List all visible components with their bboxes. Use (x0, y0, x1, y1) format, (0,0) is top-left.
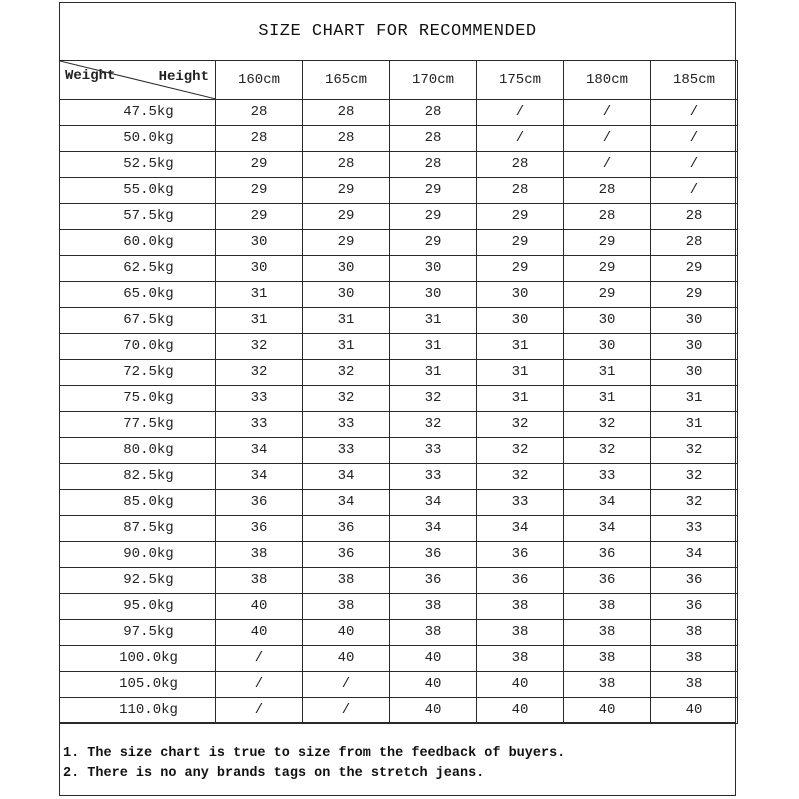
size-cell: / (303, 698, 390, 724)
size-cell: 31 (564, 360, 651, 386)
size-cell: 34 (564, 490, 651, 516)
table-row (60, 672, 738, 698)
notes-section (60, 722, 735, 784)
size-cell: 33 (477, 490, 564, 516)
size-cell: 29 (303, 178, 390, 204)
size-cell: 36 (303, 542, 390, 568)
height-header-cell: 180cm (564, 61, 651, 100)
size-cell: 29 (651, 256, 738, 282)
size-cell: 30 (564, 308, 651, 334)
weight-cell: 92.5kg (60, 568, 216, 594)
size-cell: 36 (651, 594, 738, 620)
size-cell: 40 (477, 698, 564, 724)
table-header-row (60, 61, 738, 100)
size-cell: 30 (651, 308, 738, 334)
size-cell: 29 (216, 204, 303, 230)
size-cell: / (477, 126, 564, 152)
table-row (60, 152, 738, 178)
table-row (60, 126, 738, 152)
size-cell: 36 (477, 568, 564, 594)
size-cell: / (477, 100, 564, 126)
weight-cell: 97.5kg (60, 620, 216, 646)
size-cell: 29 (303, 204, 390, 230)
size-cell: 33 (390, 438, 477, 464)
size-cell: 30 (477, 308, 564, 334)
table-row (60, 516, 738, 542)
size-cell: 29 (303, 230, 390, 256)
size-cell: 33 (216, 386, 303, 412)
size-cell: 33 (216, 412, 303, 438)
size-cell: 31 (216, 308, 303, 334)
size-cell: 32 (216, 360, 303, 386)
size-cell: 29 (564, 230, 651, 256)
size-cell: 40 (477, 672, 564, 698)
size-cell: 29 (477, 204, 564, 230)
size-cell: 38 (564, 646, 651, 672)
size-cell: 40 (303, 620, 390, 646)
weight-cell: 57.5kg (60, 204, 216, 230)
size-chart-frame (59, 2, 736, 796)
size-cell: 32 (651, 438, 738, 464)
size-cell: 28 (303, 152, 390, 178)
size-cell: 38 (564, 672, 651, 698)
table-row (60, 334, 738, 360)
weight-cell: 50.0kg (60, 126, 216, 152)
size-cell: 33 (651, 516, 738, 542)
size-cell: 40 (216, 594, 303, 620)
size-cell: 30 (390, 282, 477, 308)
table-row (60, 386, 738, 412)
weight-cell: 100.0kg (60, 646, 216, 672)
weight-cell: 75.0kg (60, 386, 216, 412)
size-cell: 28 (303, 126, 390, 152)
size-cell: 34 (390, 516, 477, 542)
table-row (60, 464, 738, 490)
size-cell: 28 (564, 204, 651, 230)
size-cell: 40 (390, 672, 477, 698)
size-cell: 38 (216, 568, 303, 594)
size-cell: / (564, 126, 651, 152)
size-cell: 34 (303, 490, 390, 516)
table-row (60, 490, 738, 516)
note-line: 2. There is no any brands tags on the stretch jeans. (63, 766, 485, 781)
size-cell: 32 (564, 438, 651, 464)
size-cell: 29 (216, 152, 303, 178)
size-cell: 30 (564, 334, 651, 360)
size-cell: 38 (477, 646, 564, 672)
table-row (60, 542, 738, 568)
weight-cell: 70.0kg (60, 334, 216, 360)
weight-cell: 62.5kg (60, 256, 216, 282)
table-row (60, 568, 738, 594)
size-cell: 34 (651, 542, 738, 568)
size-cell: 38 (651, 672, 738, 698)
table-row (60, 178, 738, 204)
note-line: 1. The size chart is true to size from the feedback of buyers. (63, 746, 566, 761)
weight-cell: 82.5kg (60, 464, 216, 490)
size-cell: 30 (303, 256, 390, 282)
size-cell: 30 (390, 256, 477, 282)
size-cell: 40 (390, 646, 477, 672)
size-cell: 36 (390, 568, 477, 594)
table-row (60, 412, 738, 438)
weight-cell: 72.5kg (60, 360, 216, 386)
size-cell: 28 (477, 152, 564, 178)
size-cell: 38 (477, 620, 564, 646)
size-cell: / (651, 152, 738, 178)
weight-cell: 52.5kg (60, 152, 216, 178)
weight-cell: 60.0kg (60, 230, 216, 256)
size-cell: 38 (303, 568, 390, 594)
size-cell: 38 (390, 594, 477, 620)
size-cell: 40 (564, 698, 651, 724)
size-cell: 36 (477, 542, 564, 568)
size-cell: 29 (390, 230, 477, 256)
table-row (60, 620, 738, 646)
size-cell: / (564, 100, 651, 126)
size-cell: 36 (564, 542, 651, 568)
size-cell: / (303, 672, 390, 698)
height-header-cell: 175cm (477, 61, 564, 100)
size-cell: 31 (477, 386, 564, 412)
size-cell: / (651, 178, 738, 204)
table-row (60, 646, 738, 672)
size-cell: 30 (651, 334, 738, 360)
size-cell: 29 (477, 230, 564, 256)
table-row (60, 438, 738, 464)
size-cell: 36 (303, 516, 390, 542)
size-cell: / (564, 152, 651, 178)
size-cell: 28 (477, 178, 564, 204)
size-cell: 29 (564, 282, 651, 308)
size-cell: 32 (651, 490, 738, 516)
size-cell: 28 (651, 230, 738, 256)
size-cell: 38 (651, 646, 738, 672)
size-cell: 34 (303, 464, 390, 490)
table-row (60, 698, 738, 724)
weight-axis-label: Weight (65, 68, 116, 84)
size-cell: 34 (390, 490, 477, 516)
size-cell: 38 (651, 620, 738, 646)
size-cell: 31 (303, 334, 390, 360)
weight-cell: 47.5kg (60, 100, 216, 126)
height-axis-label: Height (158, 69, 209, 85)
size-cell: / (216, 698, 303, 724)
size-cell: 31 (477, 360, 564, 386)
size-cell: 30 (216, 230, 303, 256)
size-cell: 31 (216, 282, 303, 308)
size-cell: 32 (564, 412, 651, 438)
size-cell: 40 (651, 698, 738, 724)
size-cell: 34 (216, 464, 303, 490)
weight-cell: 77.5kg (60, 412, 216, 438)
size-cell: / (216, 646, 303, 672)
table-row (60, 308, 738, 334)
table-row (60, 256, 738, 282)
size-cell: 36 (216, 490, 303, 516)
size-cell: 29 (216, 178, 303, 204)
size-cell: 32 (303, 360, 390, 386)
size-cell: 40 (390, 698, 477, 724)
size-cell: 28 (390, 100, 477, 126)
table-body (60, 100, 738, 724)
size-cell: 32 (477, 412, 564, 438)
weight-cell: 90.0kg (60, 542, 216, 568)
size-cell: 36 (651, 568, 738, 594)
size-cell: 32 (390, 386, 477, 412)
size-cell: 29 (477, 256, 564, 282)
size-cell: 30 (216, 256, 303, 282)
table-row (60, 594, 738, 620)
size-cell: 32 (216, 334, 303, 360)
size-cell: 31 (651, 412, 738, 438)
height-header-cell: 170cm (390, 61, 477, 100)
weight-cell: 95.0kg (60, 594, 216, 620)
corner-header-cell (60, 61, 216, 100)
size-cell: 32 (477, 464, 564, 490)
size-cell: 34 (564, 516, 651, 542)
size-cell: 36 (216, 516, 303, 542)
size-cell: 34 (216, 438, 303, 464)
size-table (59, 60, 738, 724)
size-cell: 38 (477, 594, 564, 620)
size-cell: 33 (564, 464, 651, 490)
weight-cell: 85.0kg (60, 490, 216, 516)
size-cell: 31 (564, 386, 651, 412)
size-cell: 38 (390, 620, 477, 646)
size-cell: 28 (390, 152, 477, 178)
size-cell: 31 (477, 334, 564, 360)
size-cell: 30 (651, 360, 738, 386)
size-cell: 40 (216, 620, 303, 646)
size-cell: 32 (303, 386, 390, 412)
size-cell: 36 (564, 568, 651, 594)
size-cell: / (216, 672, 303, 698)
height-header-cell: 165cm (303, 61, 390, 100)
size-cell: 29 (390, 204, 477, 230)
size-cell: 38 (303, 594, 390, 620)
table-row (60, 360, 738, 386)
size-cell: 31 (390, 360, 477, 386)
size-cell: 28 (564, 178, 651, 204)
table-row (60, 100, 738, 126)
size-cell: 28 (216, 100, 303, 126)
weight-cell: 87.5kg (60, 516, 216, 542)
weight-cell: 55.0kg (60, 178, 216, 204)
weight-cell: 67.5kg (60, 308, 216, 334)
size-cell: 32 (651, 464, 738, 490)
size-cell: 31 (390, 334, 477, 360)
size-cell: 40 (303, 646, 390, 672)
size-cell: 28 (303, 100, 390, 126)
size-cell: 30 (303, 282, 390, 308)
weight-cell: 105.0kg (60, 672, 216, 698)
size-cell: 32 (390, 412, 477, 438)
size-cell: 28 (651, 204, 738, 230)
table-row (60, 204, 738, 230)
size-cell: 36 (390, 542, 477, 568)
size-cell: 31 (651, 386, 738, 412)
chart-title: SIZE CHART FOR RECOMMENDED (60, 3, 735, 61)
weight-cell: 110.0kg (60, 698, 216, 724)
size-cell: 29 (564, 256, 651, 282)
size-cell: 38 (564, 620, 651, 646)
size-cell: 33 (303, 438, 390, 464)
weight-cell: 65.0kg (60, 282, 216, 308)
size-cell: 29 (390, 178, 477, 204)
size-cell: 31 (303, 308, 390, 334)
size-cell: / (651, 126, 738, 152)
size-cell: 29 (651, 282, 738, 308)
size-cell: 28 (390, 126, 477, 152)
size-cell: 32 (477, 438, 564, 464)
size-cell: 30 (477, 282, 564, 308)
size-cell: 34 (477, 516, 564, 542)
size-cell: 33 (303, 412, 390, 438)
table-row (60, 230, 738, 256)
size-cell: 38 (564, 594, 651, 620)
height-header-cell: 185cm (651, 61, 738, 100)
height-header-cell: 160cm (216, 61, 303, 100)
weight-cell: 80.0kg (60, 438, 216, 464)
size-cell: 28 (216, 126, 303, 152)
size-cell: 31 (390, 308, 477, 334)
table-row (60, 282, 738, 308)
size-cell: / (651, 100, 738, 126)
size-cell: 38 (216, 542, 303, 568)
size-cell: 33 (390, 464, 477, 490)
